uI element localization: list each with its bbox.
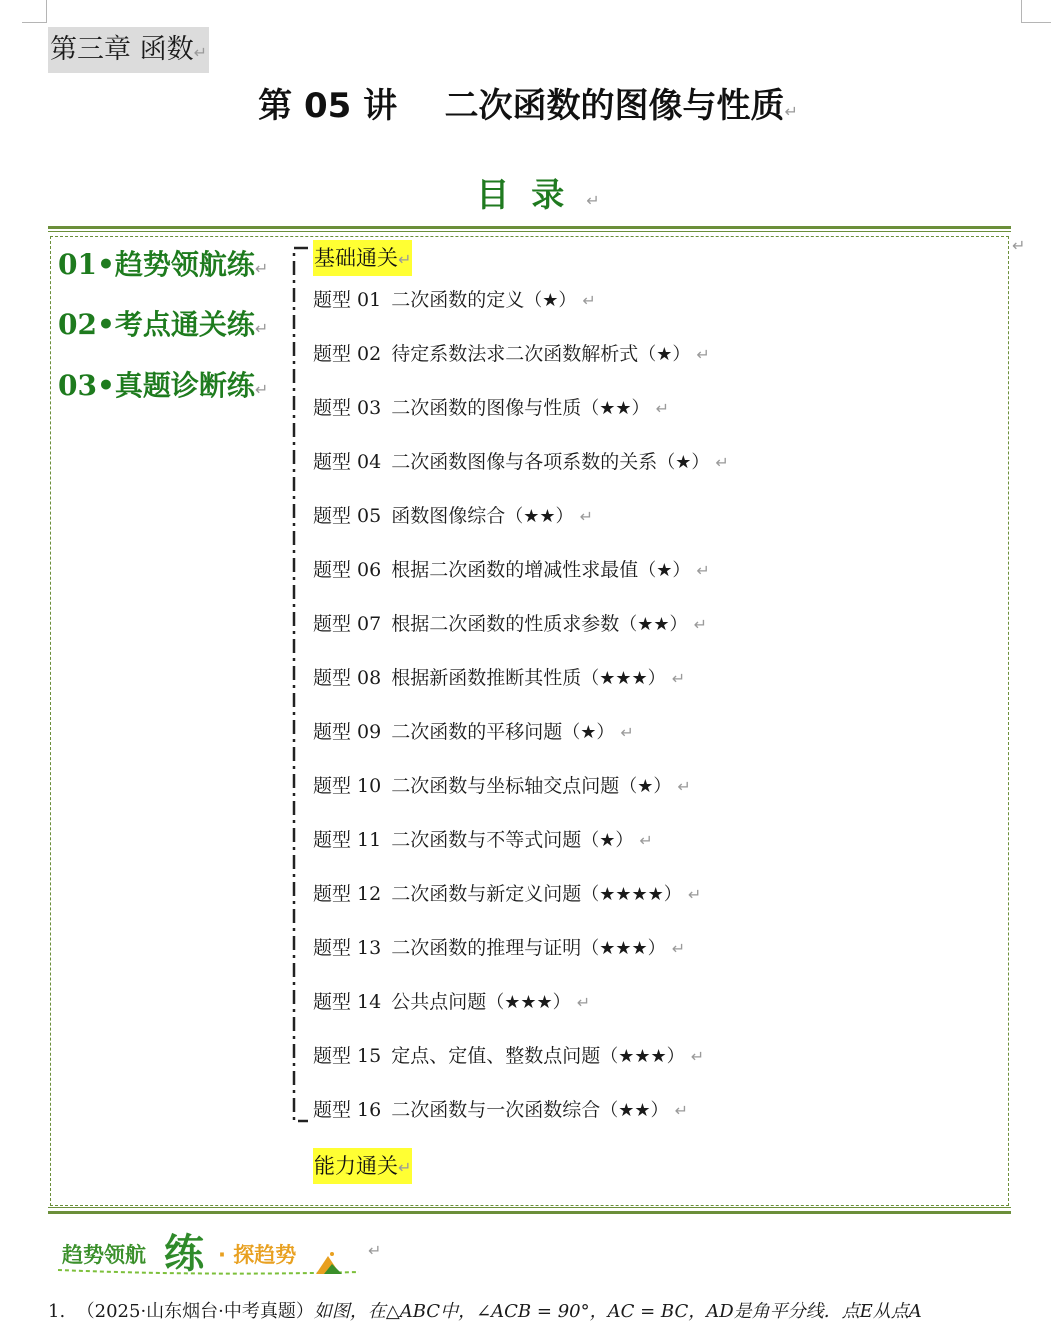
section-real-exam[interactable] <box>58 366 268 410</box>
item-number: 题型 12 <box>313 883 382 905</box>
item-stars: （★★★★） <box>581 884 682 905</box>
paragraph-mark: ↵ <box>398 1158 412 1177</box>
crop-mark-top-right-h <box>1021 22 1051 23</box>
item-stars: （★★★） <box>581 668 666 689</box>
toc-item[interactable] <box>313 880 701 909</box>
item-title: 根据新函数推断其性质 <box>391 667 582 689</box>
paragraph-mark: ↵ <box>576 993 591 1012</box>
banner-title: 趋势领航 <box>62 1243 146 1267</box>
toc-item[interactable] <box>313 826 653 855</box>
section-trend-label: 01•趋势领航练 <box>58 248 255 281</box>
paragraph-mark: ↵ <box>784 102 798 121</box>
item-number: 题型 16 <box>313 1099 382 1121</box>
item-number: 题型 05 <box>313 505 382 527</box>
item-stars: （★） <box>638 560 691 581</box>
paragraph-mark: ↵ <box>690 1047 705 1066</box>
item-number: 题型 06 <box>313 559 382 581</box>
crop-mark-top-left <box>46 0 47 22</box>
item-title: 二次函数的图像与性质 <box>391 397 582 419</box>
toc-bottom-rule <box>48 1211 1011 1214</box>
toc-item[interactable] <box>313 286 596 315</box>
item-number: 题型 08 <box>313 667 382 689</box>
crop-mark-top-left-h <box>22 22 47 23</box>
paragraph-mark: ↵ <box>696 561 710 580</box>
lecture-title <box>0 82 1056 136</box>
item-stars: （★★） <box>581 398 650 419</box>
paragraph-mark: ↵ <box>193 43 207 62</box>
question-number: 1. <box>48 1301 66 1322</box>
toc-item[interactable] <box>313 1042 704 1071</box>
paragraph-mark: ↵ <box>693 615 707 634</box>
banner-subtitle: · 探趋势 <box>218 1243 297 1267</box>
item-title: 根据二次函数的增减性求最值 <box>391 559 639 581</box>
paragraph-mark: ↵ <box>620 723 634 742</box>
item-number: 题型 11 <box>313 829 382 851</box>
item-number: 题型 15 <box>313 1045 382 1067</box>
item-number: 题型 01 <box>313 289 382 311</box>
paragraph-mark: ↵ <box>254 259 269 278</box>
chapter-label-text: 第三章 函数 <box>50 34 194 65</box>
category-basic-label: 基础通关 <box>314 246 398 270</box>
paragraph-mark: ↵ <box>671 669 686 688</box>
item-stars: （★★★） <box>486 992 571 1013</box>
question-source: （2025·山东烟台·中考真题） <box>76 1301 314 1322</box>
toc-item[interactable] <box>313 934 685 963</box>
item-stars: （★） <box>638 344 691 365</box>
toc-item[interactable] <box>313 448 729 477</box>
category-ability-label: 能力通关 <box>314 1154 398 1178</box>
item-number: 题型 07 <box>313 613 382 635</box>
toc-item[interactable] <box>313 610 707 639</box>
paragraph-mark: ↵ <box>655 399 669 418</box>
item-title: 二次函数与新定义问题 <box>391 883 582 905</box>
item-title: 二次函数与一次函数综合 <box>391 1099 601 1121</box>
paragraph-mark: ↵ <box>715 453 729 472</box>
category-ability <box>313 1148 412 1184</box>
paragraph-mark: ↵ <box>398 250 412 269</box>
item-number: 题型 14 <box>313 991 382 1013</box>
question-1 <box>48 1297 1048 1327</box>
item-number: 题型 04 <box>313 451 382 473</box>
toc-heading-text: 目录 <box>476 175 587 214</box>
item-number: 题型 02 <box>313 343 382 365</box>
paragraph-mark: ↵ <box>677 777 691 796</box>
toc-item[interactable] <box>313 556 710 585</box>
paragraph-mark: ↵ <box>639 831 653 850</box>
section-points-label: 02•考点通关练 <box>58 308 255 341</box>
item-stars: （★★★） <box>581 938 666 959</box>
paragraph-mark: ↵ <box>671 939 686 958</box>
section-trend[interactable] <box>58 245 268 289</box>
paragraph-mark: ↵ <box>674 1101 688 1120</box>
item-title: 二次函数的平移问题 <box>391 721 563 743</box>
item-title: 根据二次函数的性质求参数 <box>391 613 620 635</box>
item-stars: （★★） <box>505 506 574 527</box>
item-title: 公共点问题 <box>391 991 487 1013</box>
toc-bracket <box>286 246 316 1126</box>
toc-item[interactable] <box>313 394 669 423</box>
item-number: 题型 13 <box>313 937 382 959</box>
item-title: 定点、定值、整数点问题 <box>391 1045 601 1067</box>
toc-top-rule <box>48 226 1011 229</box>
item-number: 题型 03 <box>313 397 382 419</box>
item-stars: （★★） <box>600 1100 669 1121</box>
paragraph-mark: ↵ <box>696 345 710 364</box>
item-title: 二次函数的推理与证明 <box>391 937 582 959</box>
item-stars: （★） <box>562 722 615 743</box>
paragraph-mark: ↵ <box>1012 236 1026 255</box>
section-banner <box>54 1226 374 1284</box>
item-title: 二次函数与不等式问题 <box>391 829 582 851</box>
section-points[interactable] <box>58 305 268 349</box>
item-stars: （★） <box>581 830 634 851</box>
category-basic <box>313 240 412 276</box>
paragraph-mark: ↵ <box>254 380 269 399</box>
toc-bottom-rule-thin <box>48 1207 1011 1208</box>
crop-mark-top-right <box>1021 0 1022 22</box>
item-title: 二次函数与坐标轴交点问题 <box>391 775 620 797</box>
paragraph-mark: ↵ <box>582 291 596 310</box>
paragraph-mark: ↵ <box>579 507 593 526</box>
item-stars: （★★★） <box>600 1046 685 1067</box>
item-stars: （★） <box>619 776 672 797</box>
item-stars: （★） <box>524 290 577 311</box>
item-title: 二次函数的定义 <box>391 289 525 311</box>
section-real-exam-label: 03•真题诊断练 <box>58 369 255 402</box>
paragraph-mark: ↵ <box>254 319 269 338</box>
item-title: 待定系数法求二次函数解析式 <box>391 343 639 365</box>
lecture-title-text: 第 05 讲 二次函数的图像与性质 <box>258 86 785 126</box>
chapter-label <box>48 27 209 73</box>
paragraph-mark: ↵ <box>368 1241 382 1260</box>
question-text: 如图，在△ABC中，∠ACB = 90°，AC = BC，AD是角平分线．点E从点A <box>313 1301 922 1322</box>
item-stars: （★） <box>657 452 710 473</box>
paragraph-mark: ↵ <box>687 885 702 904</box>
item-stars: （★★） <box>619 614 688 635</box>
toc-item[interactable] <box>313 664 685 693</box>
toc-item[interactable] <box>313 502 593 531</box>
toc-item[interactable] <box>313 988 590 1017</box>
toc-item[interactable] <box>313 772 691 801</box>
banner-practice-char: 练 <box>164 1231 204 1277</box>
toc-item[interactable] <box>313 340 710 369</box>
toc-item[interactable] <box>313 1096 688 1125</box>
item-title: 二次函数图像与各项系数的关系 <box>391 451 658 473</box>
paragraph-mark: ↵ <box>586 191 600 210</box>
toc-top-rule-thin <box>48 231 1011 232</box>
item-number: 题型 09 <box>313 721 382 743</box>
item-title: 函数图像综合 <box>391 505 506 527</box>
item-number: 题型 10 <box>313 775 382 797</box>
toc-item[interactable] <box>313 718 634 747</box>
toc-heading <box>0 172 1056 224</box>
